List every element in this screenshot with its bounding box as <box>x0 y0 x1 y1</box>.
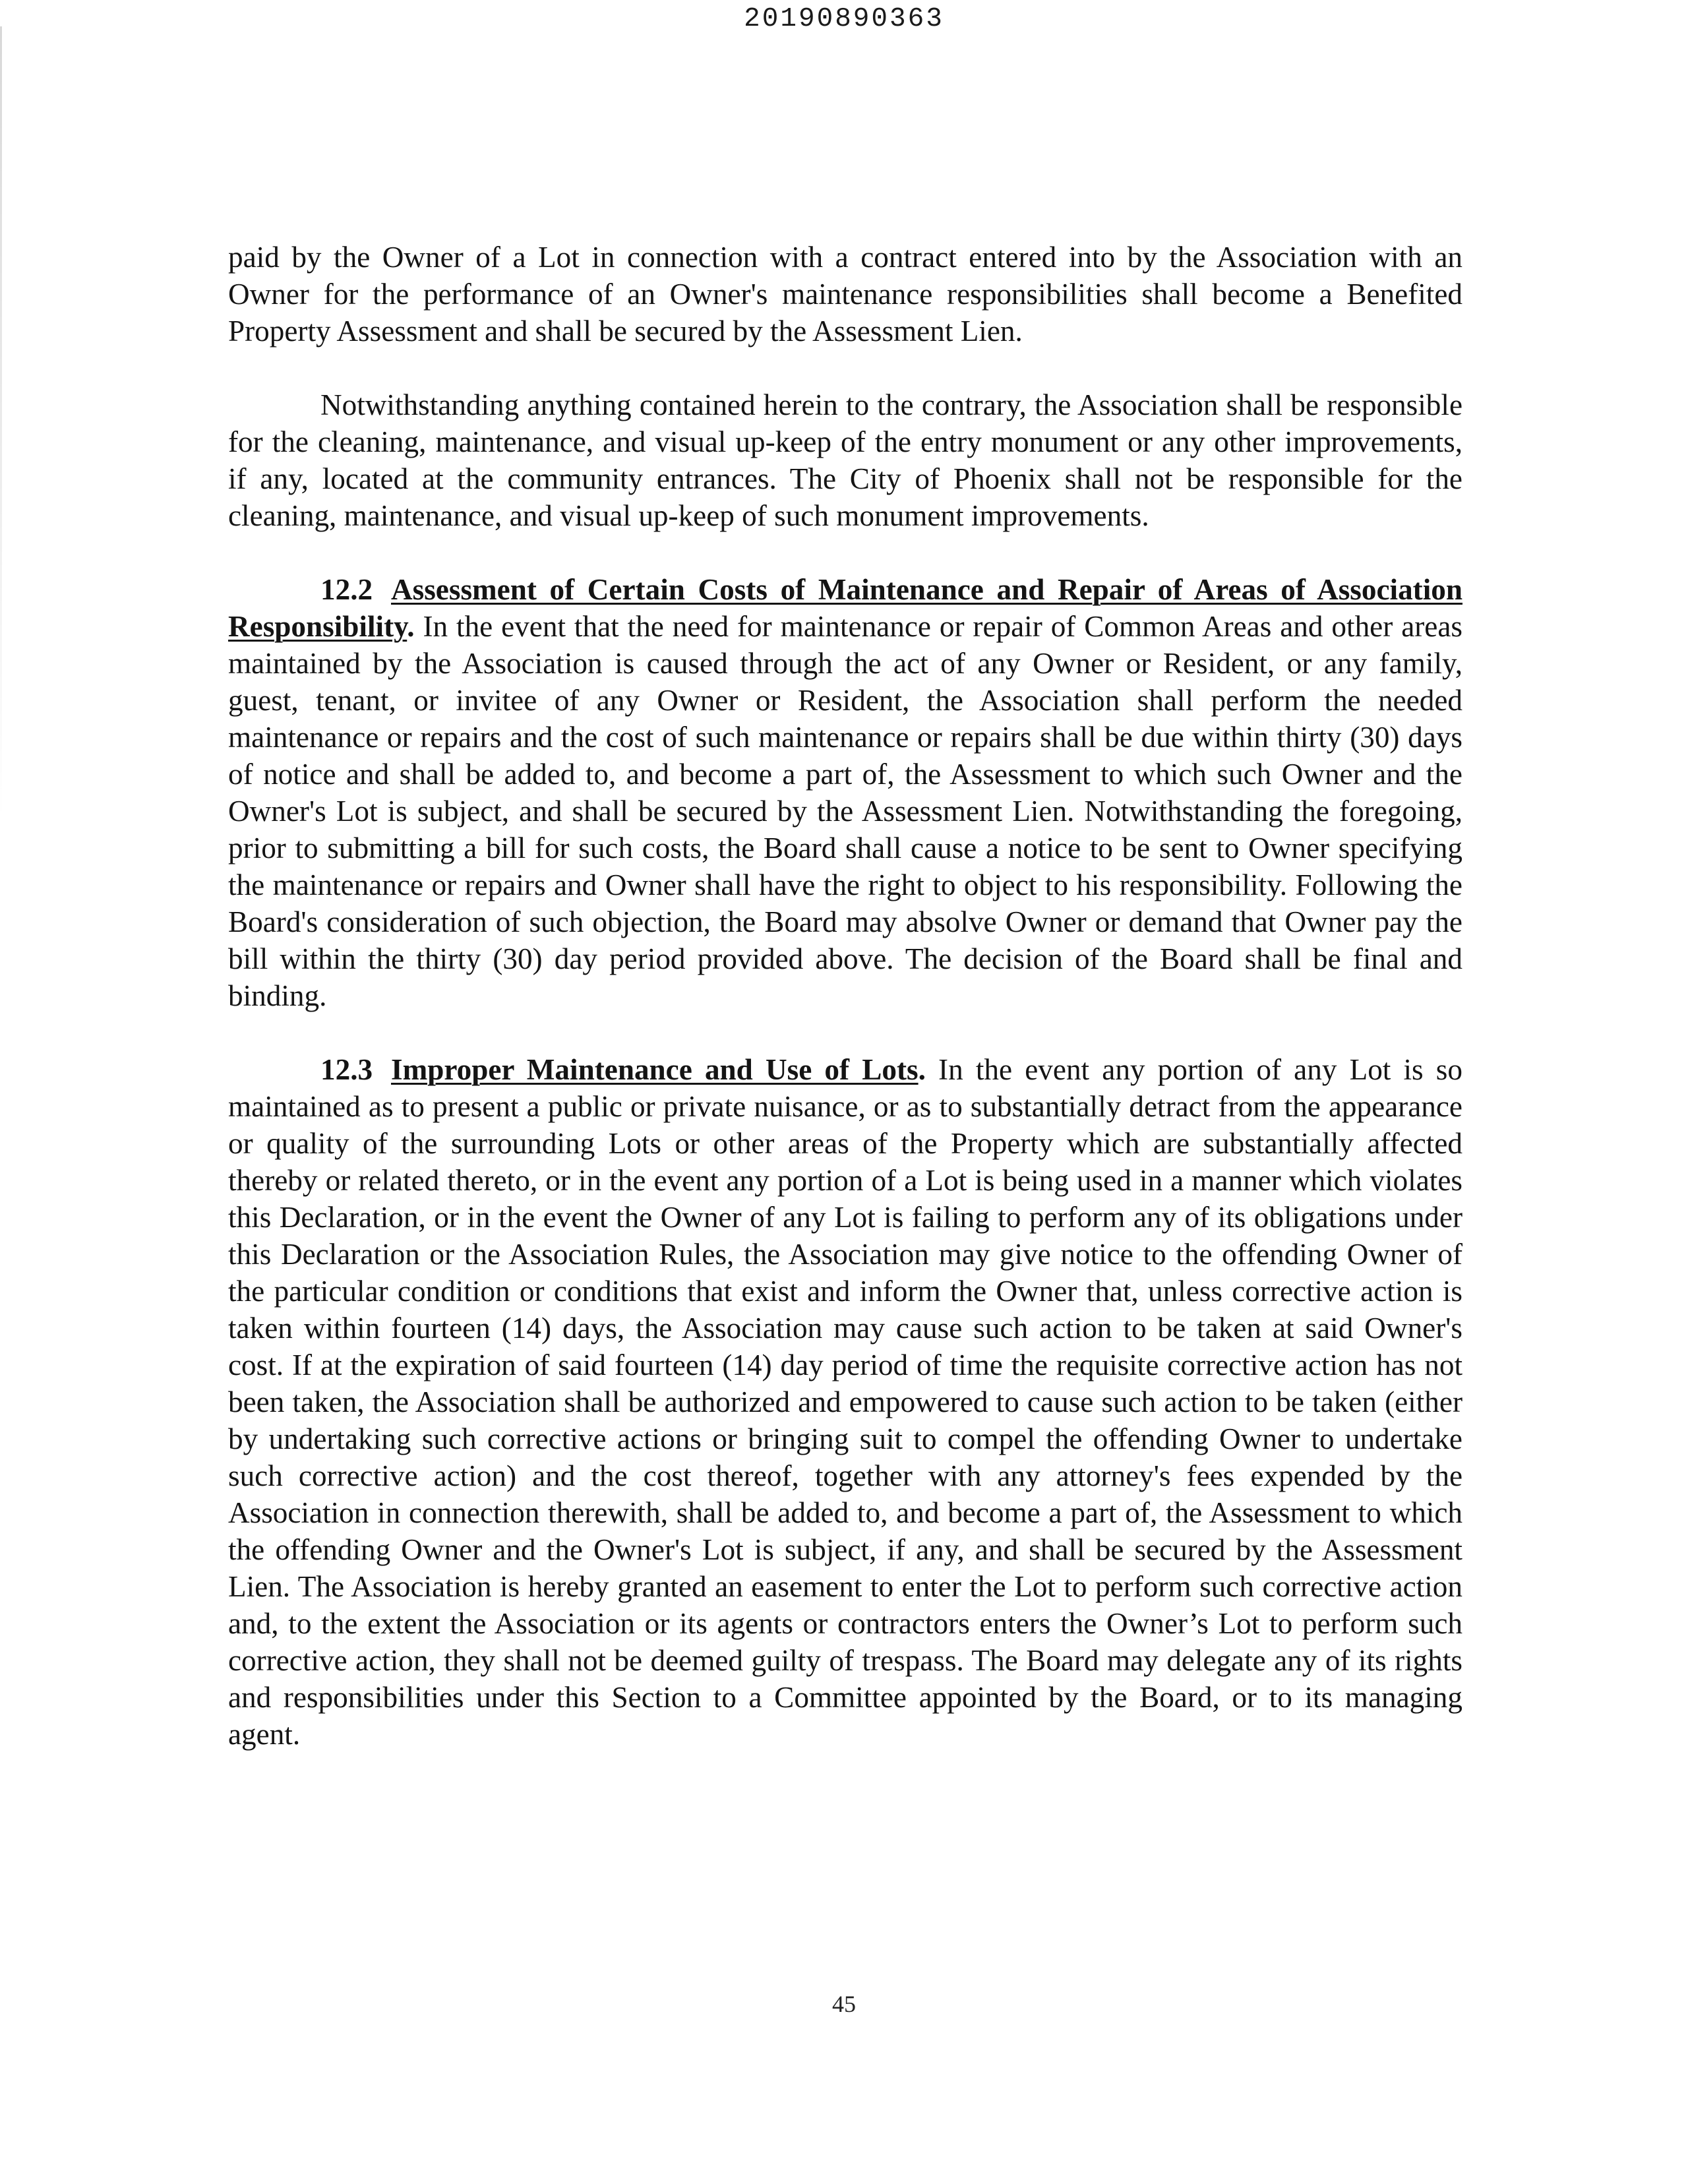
document-number: 20190890363 <box>744 4 944 34</box>
paragraph-notwithstanding: Notwithstanding anything contained herein to the contrary, the Association shall be responsible for the cleaning, maintenance, and visual up-keep of the entry monument or any other improvements, if any, located at the community entrances. The City of Phoenix shall not be responsible for the cleaning, maintenance, and visual up-keep of such monument improvements. <box>228 388 1462 532</box>
paragraph-continuation: paid by the Owner of a Lot in connection with a contract entered into by the Association with an Owner for the performance of an Owner's maintenance responsibilities shall become a Benefited Property Assessment and shall be secured by the Assessment Lien. <box>228 241 1462 348</box>
section-text: In the event any portion of any Lot is so maintained as to present a public or private nuisance, or as to substantially detract from the appearance or quality of the surrounding Lots or other areas of the Property which are substantially affected thereby or related thereto, or in the event any portion of a Lot is being used in a manner which violates this Declaration, or in the event the Owner of any Lot is failing to perform any of its obligations under this Declaration or the Association Rules, the Association may give notice to the offending Owner of the particular condition or conditions that exist and inform the Owner that, unless corrective action is taken within fourteen (14) days, the Association may cause such action to be taken at said Owner's cost. If at the expiration of said fourteen (14) day period of time the requisite corrective action has not been taken, the Association shall be authorized and empowered to cause such action to be taken (either by undertaking such corrective actions or bringing suit to compel the offending Owner to undertake such corrective action) and the cost thereof, together with any attorney's fees expended by the Association in connection therewith, shall be added to, and become a part of, the Assessment to which the offending Owner and the Owner's Lot is subject, if any, and shall be secured by the Assessment Lien. The Association is hereby granted an easement to enter the Lot to perform such corrective action and, to the extent the Association or its agents or contractors enters the Owner’s Lot to perform such corrective action, they shall not be deemed guilty of trespass. The Board may delegate any of its rights and responsibilities under this Section to a Committee appointed by the Board, or to its managing agent. <box>228 1053 1462 1751</box>
section-text: In the event that the need for maintenance or repair of Common Areas and other areas maintained by the Association is caused through the act of any Owner or Resident, or any family, guest, tenant, or invitee of any Owner or Resident, the Association shall perform the needed maintenance or repairs and the cost of such maintenance or repairs shall be due within thirty (30) days of notice and shall be added to, and become a part of, the Assessment to which such Owner and the Owner's Lot is subject, and shall be secured by the Assessment Lien. Notwithstanding the foregoing, prior to submitting a bill for such costs, the Board shall cause a notice to be sent to Owner specifying the maintenance or repairs and Owner shall have the right to object to his responsibility. Following the Board's consideration of such objection, the Board may absolve Owner or demand that Owner pay the bill within the thirty (30) day period provided above. The decision of the Board shall be final and binding. <box>228 610 1462 1012</box>
section-heading: Improper Maintenance and Use of Lots <box>391 1053 919 1086</box>
page-number: 45 <box>832 1991 856 2017</box>
section-heading: Assessment of Certain Costs of Maintenance and Repair of Areas of Association Responsibility <box>228 573 1462 643</box>
document-body <box>228 239 1462 1790</box>
section-number: 12.3 <box>320 1053 373 1086</box>
section-heading-period: . <box>918 1053 926 1086</box>
section-12-2 <box>228 571 1462 1014</box>
scan-edge-shadow <box>0 26 2 818</box>
section-heading-period: . <box>407 610 415 643</box>
section-12-3 <box>228 1051 1462 1753</box>
section-number: 12.2 <box>320 573 373 606</box>
